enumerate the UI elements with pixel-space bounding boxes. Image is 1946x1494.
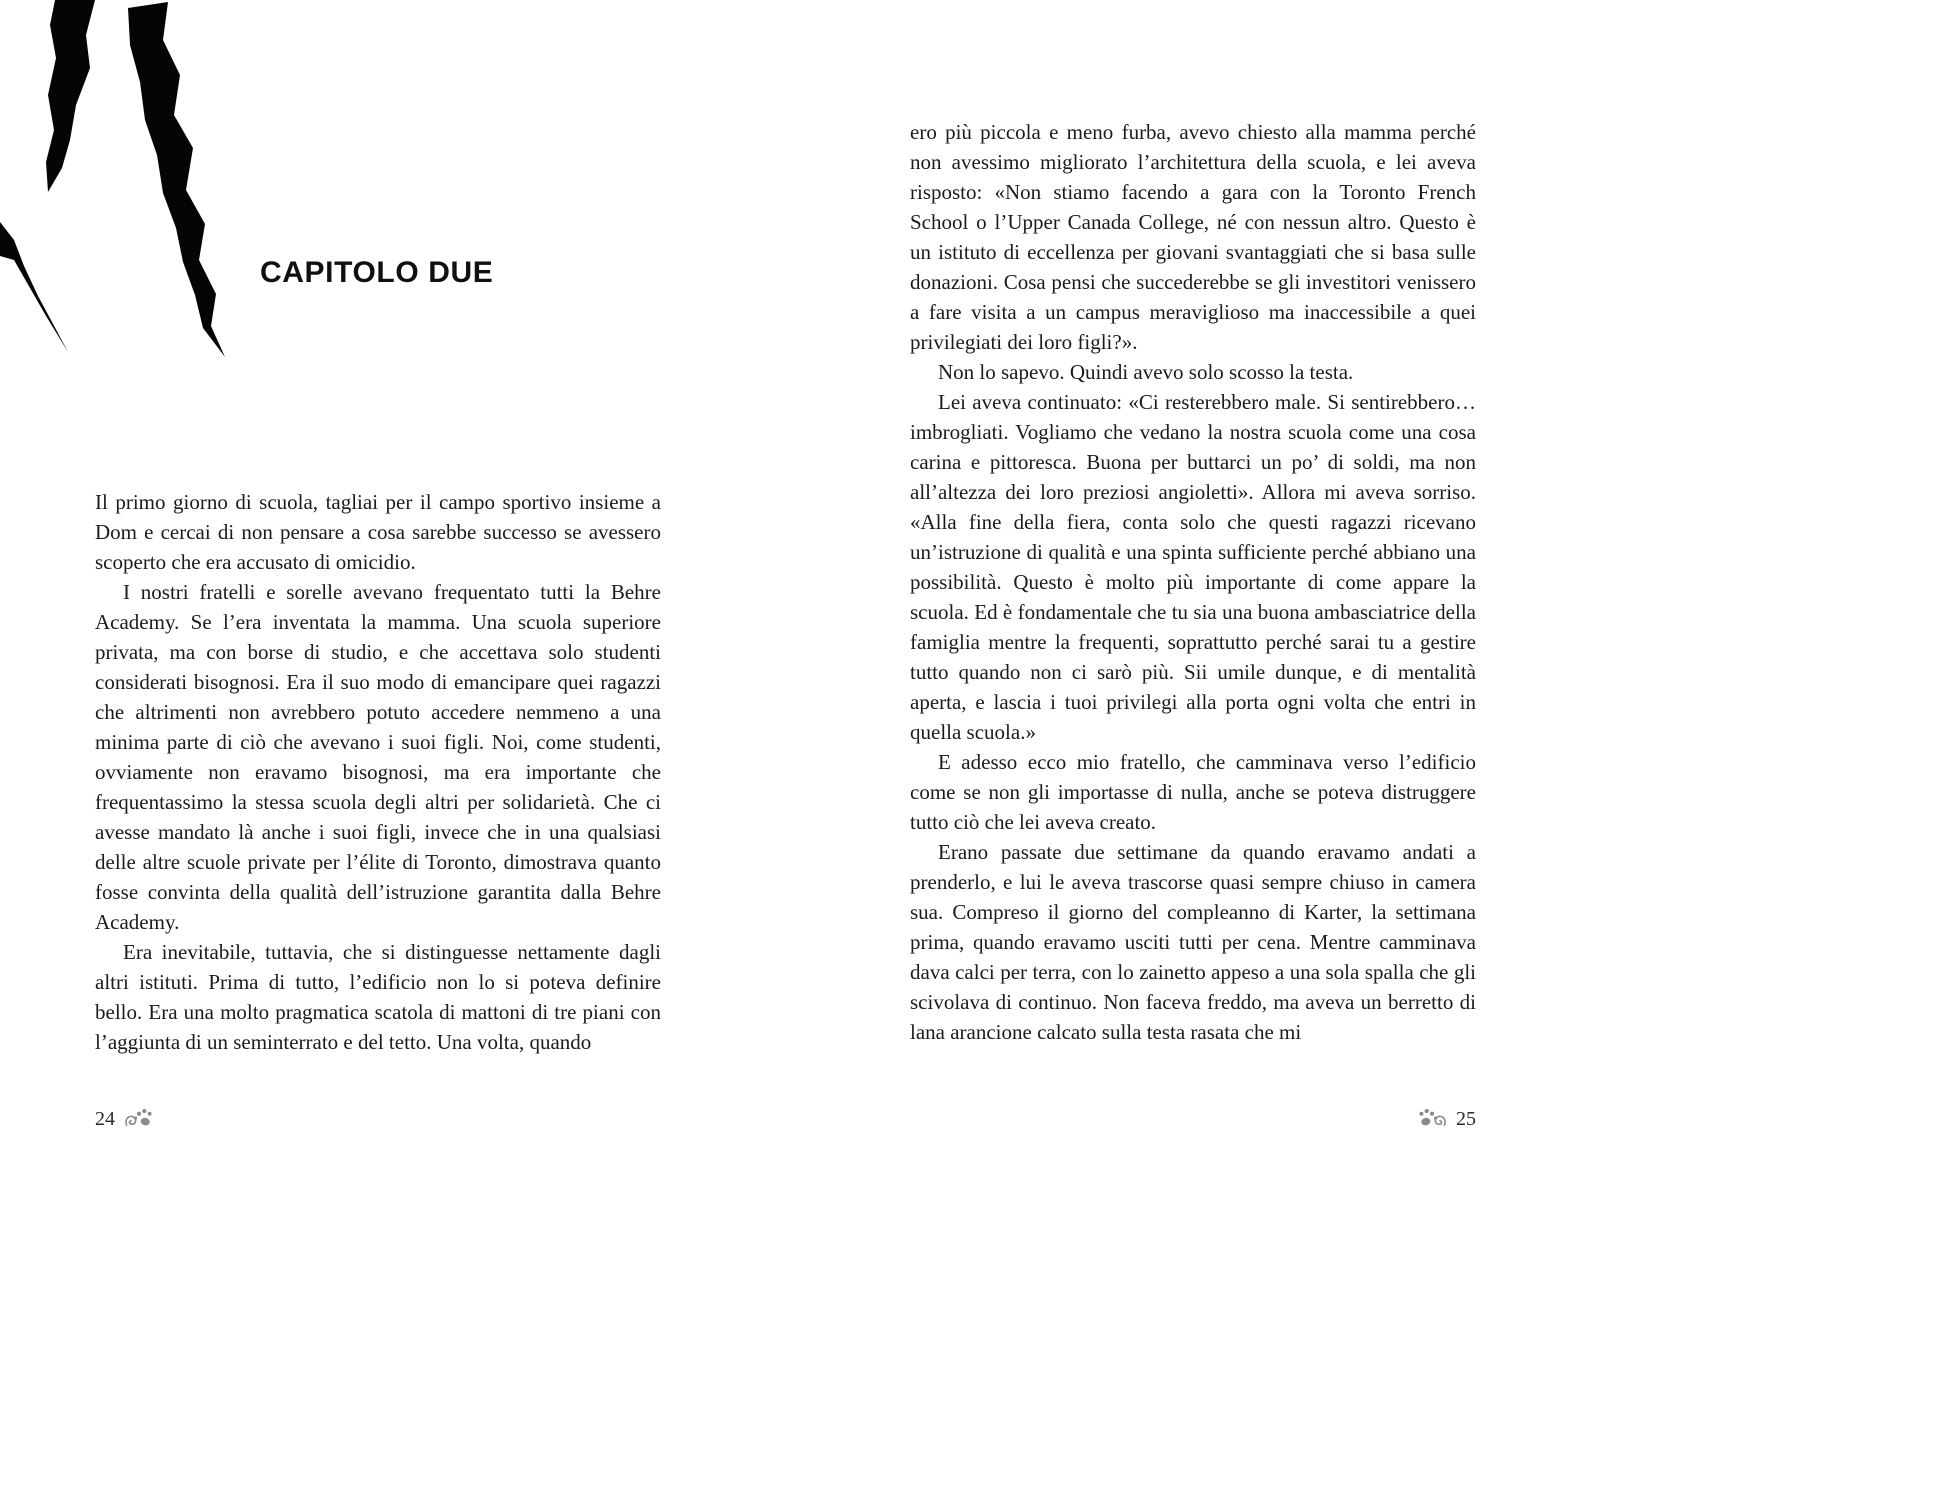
- paragraph: Era inevitabile, tuttavia, che si distinguesse nettamente dagli altri istituti. Prima di tutto, l’edificio non lo si poteva definire bello. Era una molto pragmatica scatola di mattoni di tre piani con l’aggiunta di un seminterrato e del tetto. Una volta, quando: [95, 940, 661, 1054]
- chapter-title: CAPITOLO DUE: [260, 256, 494, 289]
- page-number: 25: [1456, 1108, 1476, 1130]
- paragraph: Lei aveva continuato: «Ci resterebbero male. Si sentirebbero… imbrogliati. Vogliamo che vedano la nostra scuola come una cosa carina e pittoresca. Buona per buttarci un po’ di soldi, ma non all’altezza dei loro preziosi angioletti». Allora mi aveva sorriso. «Alla fine della fiera, conta solo che questi ragazzi ricevano un’istruzione di qualità e una spinta sufficiente perché abbiano una possibilità. Questo è molto più importante di come appare la scuola. Ed è fondamentale che tu sia una buona ambasciatrice della famiglia mentre la frequenti, soprattutto perché sarai tu a gestire tutto quando non ci sarò più. Sii umile dunque, e di mentalità aperta, e lascia i tuoi privilegi alla porta ogni volta che entri in quella scuola.»: [910, 390, 1476, 744]
- right-page-text: [910, 117, 1476, 1047]
- left-page-text: [95, 487, 661, 1057]
- page-number: 24: [95, 1108, 115, 1130]
- left-page-footer: [95, 1106, 661, 1132]
- right-page-footer: [910, 1106, 1476, 1132]
- paragraph: E adesso ecco mio fratello, che camminava verso l’edificio come se non gli importasse di nulla, anche se poteva distruggere tutto ciò che lei aveva creato.: [910, 750, 1476, 834]
- right-page: [910, 0, 1476, 1494]
- paw-flourish-icon: [124, 1106, 154, 1132]
- paragraph: Il primo giorno di scuola, tagliai per il campo sportivo insieme a Dom e cercai di non pensare a cosa sarebbe successo se avessero scoperto che era accusato di omicidio.: [95, 490, 661, 574]
- paragraph: Erano passate due settimane da quando eravamo andati a prenderlo, e lui le aveva trascorse quasi sempre chiuso in camera sua. Compreso il giorno del compleanno di Karter, la settimana prima, quando eravamo usciti tutti per cena. Mentre camminava dava calci per terra, con lo zainetto appeso a una sola spalla che gli scivolava di continuo. Non faceva freddo, ma aveva un berretto di lana arancione calcato sulla testa rasata che mi: [910, 840, 1476, 1044]
- paragraph: ero più piccola e meno furba, avevo chiesto alla mamma perché non avessimo migliorato l’architettura della scuola, e lei aveva risposto: «Non stiamo facendo a gara con la Toronto French School o l’Upper Canada College, né con nessun altro. Questo è un istituto di eccellenza per giovani svantaggiati che si basa sulle donazioni. Cosa pensi che succederebbe se gli investitori venissero a fare visita a un campus meraviglioso ma inaccessibile a quei privilegiati dei loro figli?».: [910, 120, 1476, 354]
- paragraph: I nostri fratelli e sorelle avevano frequentato tutti la Behre Academy. Se l’era inventata la mamma. Una scuola superiore privata, ma con borse di studio, e che accettava solo studenti considerati bisognosi. Era il suo modo di emancipare quei ragazzi che altrimenti non avrebbero potuto accedere nemmeno a una minima parte di ciò che avevano i suoi figli. Noi, come studenti, ovviamente non eravamo bisognosi, ma era importante che frequentassimo la stessa scuola degli altri per solidarietà. Che ci avesse mandato là anche i suoi figli, invece che in una qualsiasi delle altre scuole private per l’élite di Toronto, dimostrava quanto fosse convinta della qualità dell’istruzione garantita dalla Behre Academy.: [95, 580, 661, 934]
- paw-flourish-icon: [1417, 1106, 1447, 1132]
- left-page: [95, 0, 661, 1494]
- paragraph: Non lo sapevo. Quindi avevo solo scosso la testa.: [938, 360, 1354, 384]
